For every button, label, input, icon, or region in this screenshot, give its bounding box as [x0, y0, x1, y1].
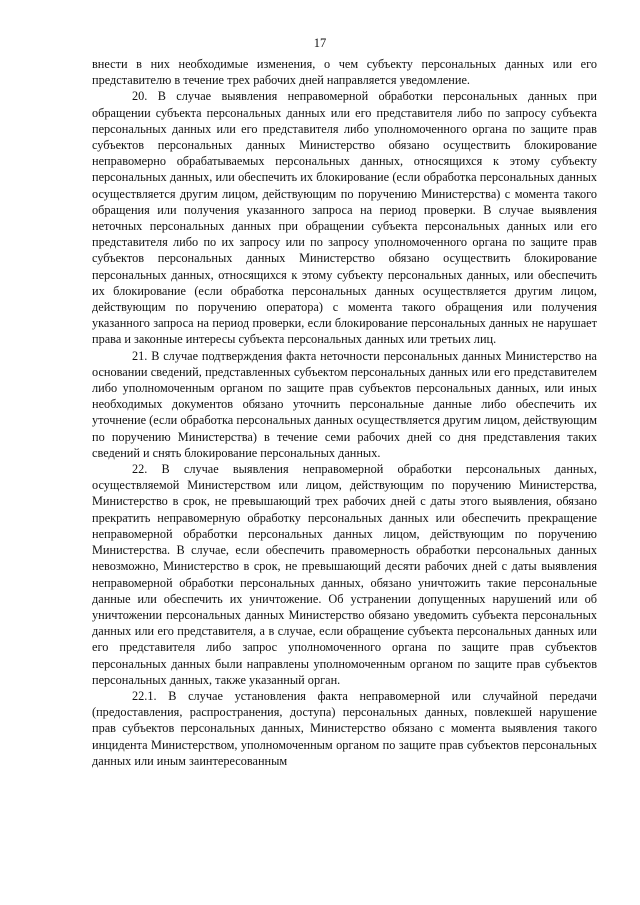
- page-number: 17: [313, 36, 327, 50]
- paragraph-22: 22. В случае выявления неправомерной обработки персональных данных, осуществляемой Министерством или лицом, действующим по поручению Министерства, Министерство в срок, не превышающий трех рабочих дней с даты этого выявления, обязано прекратить неправомерную обработку персональных данных или обеспечить прекращение неправомерной обработки персональных данных лицом, действующим по поручению Министерства. В случае, если обеспечить правомерность обработки персональных данных невозможно, Министерство в срок, не превышающий десяти рабочих дней с даты выявления неправомерной обработки персональных данных, обязано уничтожить такие персональные данные или обеспечить их уничтожение. Об устранении допущенных нарушений или об уничтожении персональных данных Министерство обязано уведомить субъекта персональных данных или его представителя, а в случае, если обращение субъекта персональных данных или его представителя либо запрос уполномоченного органа по защите прав субъектов персональных данных были направлены уполномоченным органом по защите прав субъектов персональных данных, также указанный орган.: [92, 462, 597, 687]
- paragraph-21: 21. В случае подтверждения факта неточности персональных данных Министерство на основании сведений, представленных субъектом персональных данных или его представителем либо уполномоченным органом по защите прав субъектов персональных данных, или иных необходимых документов обязано уточнить персональные данные либо обеспечить их уточнение (если обработка персональных данных осуществляется другим лицом, действующим по поручению Министерства) в течение семи рабочих дней со дня представления таких сведений и снять блокирование персональных данных.: [92, 348, 597, 460]
- paragraph-20: 20. В случае выявления неправомерной обработки персональных данных при обращении субъекта персональных данных или его представителя либо по запросу субъекта персональных данных или его представителя либо уполномоченного органа по защите прав субъектов персональных данных Министерство обязано осуществить блокирование неправомерно обрабатываемых персональных данных, относящихся к этому субъекту персональных данных, или обеспечить их блокирование (если обработка персональных данных осуществляется другим лицом, действующим по поручению Министерства) с момента такого обращения или получения указанного запроса на период проверки. В случае выявления неточных персональных данных при обращении субъекта персональных данных или его представителя либо по их запросу или по запросу уполномоченного органа по защите прав субъектов персональных данных Министерство обязано осуществить блокирование персональных данных, относящихся к этому субъекту персональных данных, или обеспечить их блокирование (если обработка персональных данных осуществляется другим лицом, действующим по поручению оператора) с момента такого обращения или получения указанного запроса на период проверки, если блокирование персональных данных не нарушает права и законные интересы субъекта персональных данных или третьих лиц.: [92, 89, 597, 347]
- paragraph-22-1: 22.1. В случае установления факта неправомерной или случайной передачи (предоставления, распространения, доступа) персональных данных, повлекшей нарушение прав субъектов персональных данных, Министерство обязано с момента выявления такого инцидента Министерством, уполномоченным органом по защите прав субъектов персональных данных или иным заинтересованным: [92, 688, 597, 768]
- document-body: [92, 56, 597, 769]
- paragraph-continuation: внести в них необходимые изменения, о чем субъекту персональных данных или его представителю в течение трех рабочих дней направляется уведомление.: [92, 57, 597, 88]
